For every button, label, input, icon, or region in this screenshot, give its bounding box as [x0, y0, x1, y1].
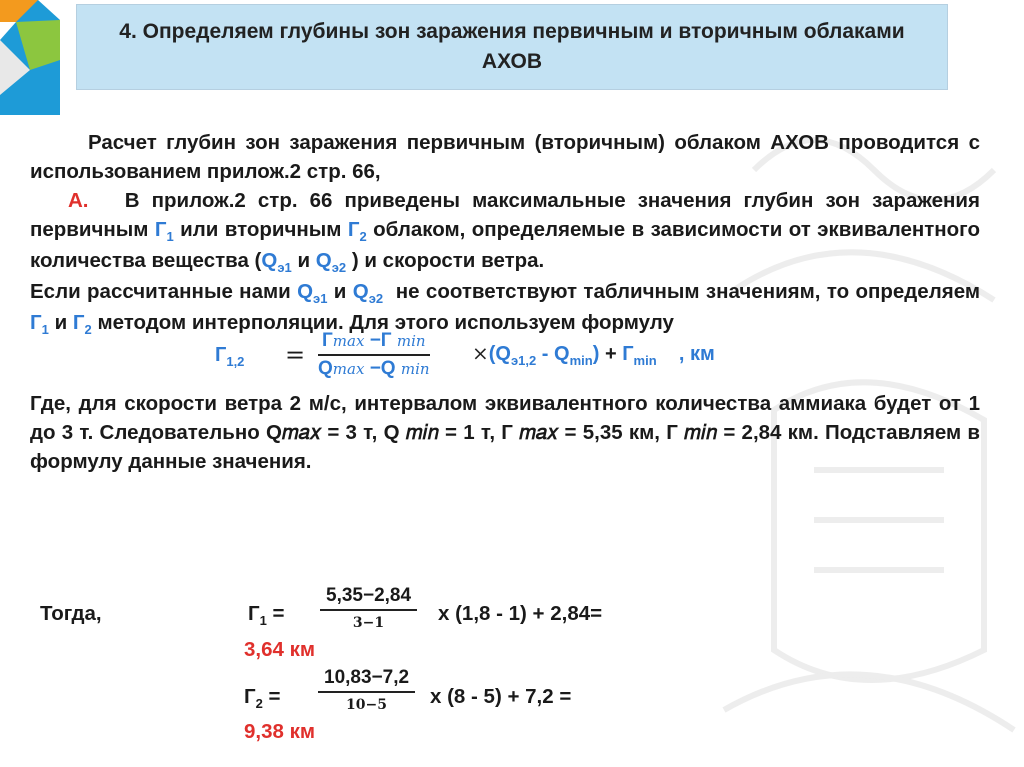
formula-denominator: Qmax −Q min [318, 358, 430, 379]
g1-rest: х (1,8 - 1) + 2,84= [438, 602, 603, 625]
qe1-symbol-2: $Q_{э1}$ [297, 280, 328, 306]
g2-symbol: $Г_2$ [347, 218, 367, 244]
slide-title [76, 4, 948, 90]
item-label-a: А. [68, 189, 89, 212]
calculation-block [30, 580, 830, 750]
paragraph-interpolation: Если рассчитанные нами $Q_{э1}$ и $Q_{э2}$ не соответствуют табличным значениям, то определяем $Г_1$ и $Г_2$ методом интерполяции. Для этого используем формулу [30, 280, 980, 337]
formula-numerator: Гmax −Г min [318, 329, 430, 356]
g1-symbol-2: $Г_1$ [30, 311, 49, 337]
g2-symbol-2: $Г_2$ [72, 311, 92, 337]
g1-fraction [320, 584, 417, 635]
paragraph-intro: Расчет глубин зон заражения первичным (вторичным) облаком АХОВ проводится с использованием прилож.2 стр. 66, [30, 131, 980, 183]
qe2-symbol-2: $Q_{э2}$ [352, 280, 384, 306]
g2-fraction [318, 666, 415, 717]
g2-numerator: 10,83−7,2 [318, 666, 415, 693]
interpolation-formula [30, 330, 980, 389]
g2-result: 9,38 км [244, 720, 316, 743]
formula-fraction [318, 329, 430, 381]
formula-rhs: $\times(Q_{э1,2} - Q_{min}) + Г_{min}$ , км [472, 341, 715, 368]
formula-equals: = [285, 341, 306, 369]
formula-lhs: $Г_{1,2}$ [215, 344, 245, 369]
qe2-symbol: $Q_{э2}$ [315, 249, 347, 275]
qe1-symbol: $Q_{э1}$ [261, 249, 292, 275]
qmin-label: Q 𝑚𝑖𝑛 [383, 421, 439, 444]
g1-lhs: $Г_1$ = [248, 602, 285, 628]
paragraph-where: Где, для скорости ветра 2 м/с, интервалом эквивалентного количества аммиака будет от 1 до 3 т. Следовательно Q𝑚𝑎𝑥 = 3 т, Q 𝑚𝑖𝑛 = 1 т, Г 𝑚𝑎𝑥 = 5,35 км, Г 𝑚𝑖𝑛 = 2,84 км. Подставляем в формулу данные значения. [30, 392, 981, 473]
g2-lhs: $Г_2$ = [244, 685, 281, 711]
paragraph-a: А. В прилож.2 стр. 66 приведены максимальные значения глубин зон заражения первичным $Г_1$ или вторичным $Г_2$ облаком, определяемые в зависимости от эквивалентного количества вещества ($Q_{э1}$ и $Q_{э2}$ ) и скорости ветра. [30, 189, 980, 275]
qmax-value: Q𝑚𝑎𝑥 = 3 т, [265, 421, 378, 444]
then-label: Тогда, [40, 602, 102, 625]
g2-denominator: 10−5 [346, 697, 388, 713]
gmax-value: Г 𝑚𝑎𝑥 = 5,35 км, [501, 421, 660, 444]
g1-numerator: 5,35−2,84 [320, 584, 417, 611]
g1-result: 3,64 км [244, 638, 316, 661]
gmin-label: Г 𝑚𝑖𝑛 [666, 421, 718, 444]
g1-denominator: 3−1 [352, 615, 385, 631]
g2-rest: х (8 - 5) + 7,2 = [430, 685, 572, 708]
main-content [30, 128, 980, 476]
slide-title-text: 4. Определяем глубины зон заражения первичным и вторичным облаками АХОВ [119, 20, 905, 73]
g1-symbol: $Г_1$ [154, 218, 174, 244]
